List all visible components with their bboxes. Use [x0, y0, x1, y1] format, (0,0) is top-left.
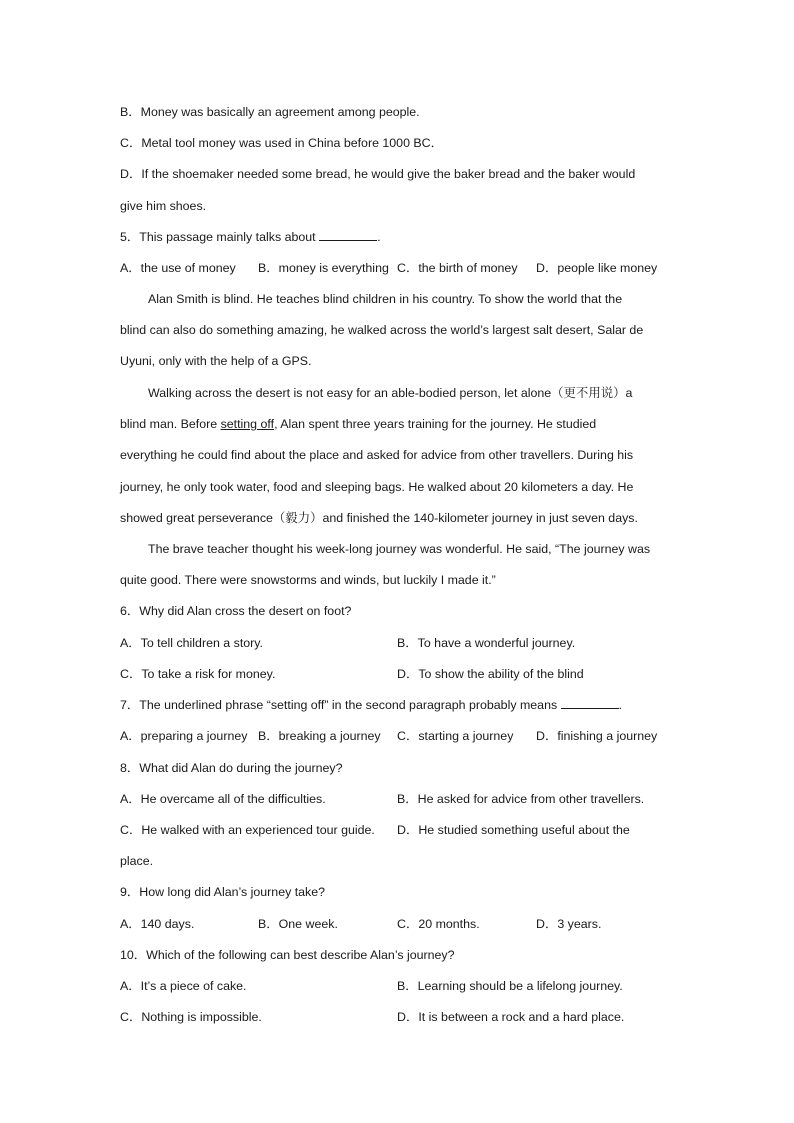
q8-option-d: D．He studied something useful about the	[397, 823, 630, 837]
q10-option-d: D．It is between a rock and a hard place.	[397, 1010, 625, 1024]
q4-option-b: B．Money was basically an agreement among people.	[120, 105, 420, 119]
passage-text: , Alan spent three years training for the journey. He studied	[274, 417, 597, 431]
q8-option-a: A．He overcame all of the difficulties.	[120, 792, 326, 806]
passage-p2-line5: showed great perseverance（毅力）and finished the 140-kilometer journey in just seven days.	[120, 511, 638, 525]
q9-option-a: A．140 days.	[120, 917, 195, 931]
underlined-phrase: setting off	[220, 417, 275, 431]
q6-stem: 6．Why did Alan cross the desert on foot?	[120, 604, 352, 618]
q7-option-a: A．preparing a journey	[120, 729, 248, 743]
q10-option-c: C．Nothing is impossible.	[120, 1010, 262, 1024]
q6-option-b: B．To have a wonderful journey.	[397, 636, 576, 650]
q9-stem: 9．How long did Alan’s journey take?	[120, 885, 326, 899]
passage-p2-line2	[120, 416, 680, 432]
q6-option-c: C．To take a risk for money.	[120, 667, 276, 681]
q4-option-d: D．If the shoemaker needed some bread, he would give the baker bread and the baker would	[120, 167, 636, 181]
q6-option-d: D．To show the ability of the blind	[397, 667, 584, 681]
q9-option-b: B．One week.	[258, 917, 338, 931]
passage-p1-line3: Uyuni, only with the help of a GPS.	[120, 354, 312, 368]
q9-option-c: C．20 months.	[397, 917, 480, 931]
q5-option-a: A．the use of money	[120, 261, 236, 275]
q7-stem	[120, 697, 680, 713]
q5-option-b: B．money is everything	[258, 261, 389, 275]
q5-option-c: C．the birth of money	[397, 261, 518, 275]
q10-option-b: B．Learning should be a lifelong journey.	[397, 979, 623, 993]
q4-option-d-continued: give him shoes.	[120, 199, 207, 213]
q5-option-d: D．people like money	[536, 261, 658, 275]
q7-stem-end: .	[618, 698, 623, 712]
passage-p2-line1: Walking across the desert is not easy for an able-bodied person, let alone（更不用说）a	[148, 386, 633, 400]
passage-p3-line2: quite good. There were snowstorms and winds, but luckily I made it.”	[120, 573, 496, 587]
q7-option-b: B．breaking a journey	[258, 729, 381, 743]
q8-stem: 8．What did Alan do during the journey?	[120, 761, 343, 775]
passage-p3-line1: The brave teacher thought his week-long journey was wonderful. He said, “The journey was	[148, 542, 651, 556]
q5-stem	[120, 229, 680, 245]
passage-text: blind man. Before	[120, 417, 221, 431]
q5-stem-text: 5．This passage mainly talks about	[120, 230, 316, 244]
q5-stem-end: .	[377, 230, 381, 244]
q8-option-b: B．He asked for advice from other travellers.	[397, 792, 645, 806]
passage-p2-line4: journey, he only took water, food and sleeping bags. He walked about 20 kilometers a day. He	[120, 480, 634, 494]
q10-stem: 10．Which of the following can best describe Alan’s journey?	[120, 948, 455, 962]
q9-option-d: D．3 years.	[536, 917, 602, 931]
q7-option-c: C．starting a journey	[397, 729, 514, 743]
q4-option-c: C．Metal tool money was used in China before 1000 BC．	[120, 136, 444, 150]
q6-option-a: A．To tell children a story.	[120, 636, 264, 650]
q10-option-a: A．It’s a piece of cake.	[120, 979, 247, 993]
passage-p2-line3: everything he could find about the place and asked for advice from other travellers. During his	[120, 448, 634, 462]
passage-p1-line1: Alan Smith is blind. He teaches blind children in his country. To show the world that the	[148, 292, 623, 306]
passage-p1-line2: blind can also do something amazing, he walked across the world’s largest salt desert, Salar de	[120, 323, 644, 337]
q8-option-d-continued: place.	[120, 854, 154, 868]
q7-option-d: D．finishing a journey	[536, 729, 658, 743]
q7-stem-text: 7．The underlined phrase “setting off” in the second paragraph probably means	[120, 698, 558, 712]
q8-option-c: C．He walked with an experienced tour guide.	[120, 823, 375, 837]
answer-blank	[561, 697, 619, 709]
answer-blank	[319, 229, 377, 241]
